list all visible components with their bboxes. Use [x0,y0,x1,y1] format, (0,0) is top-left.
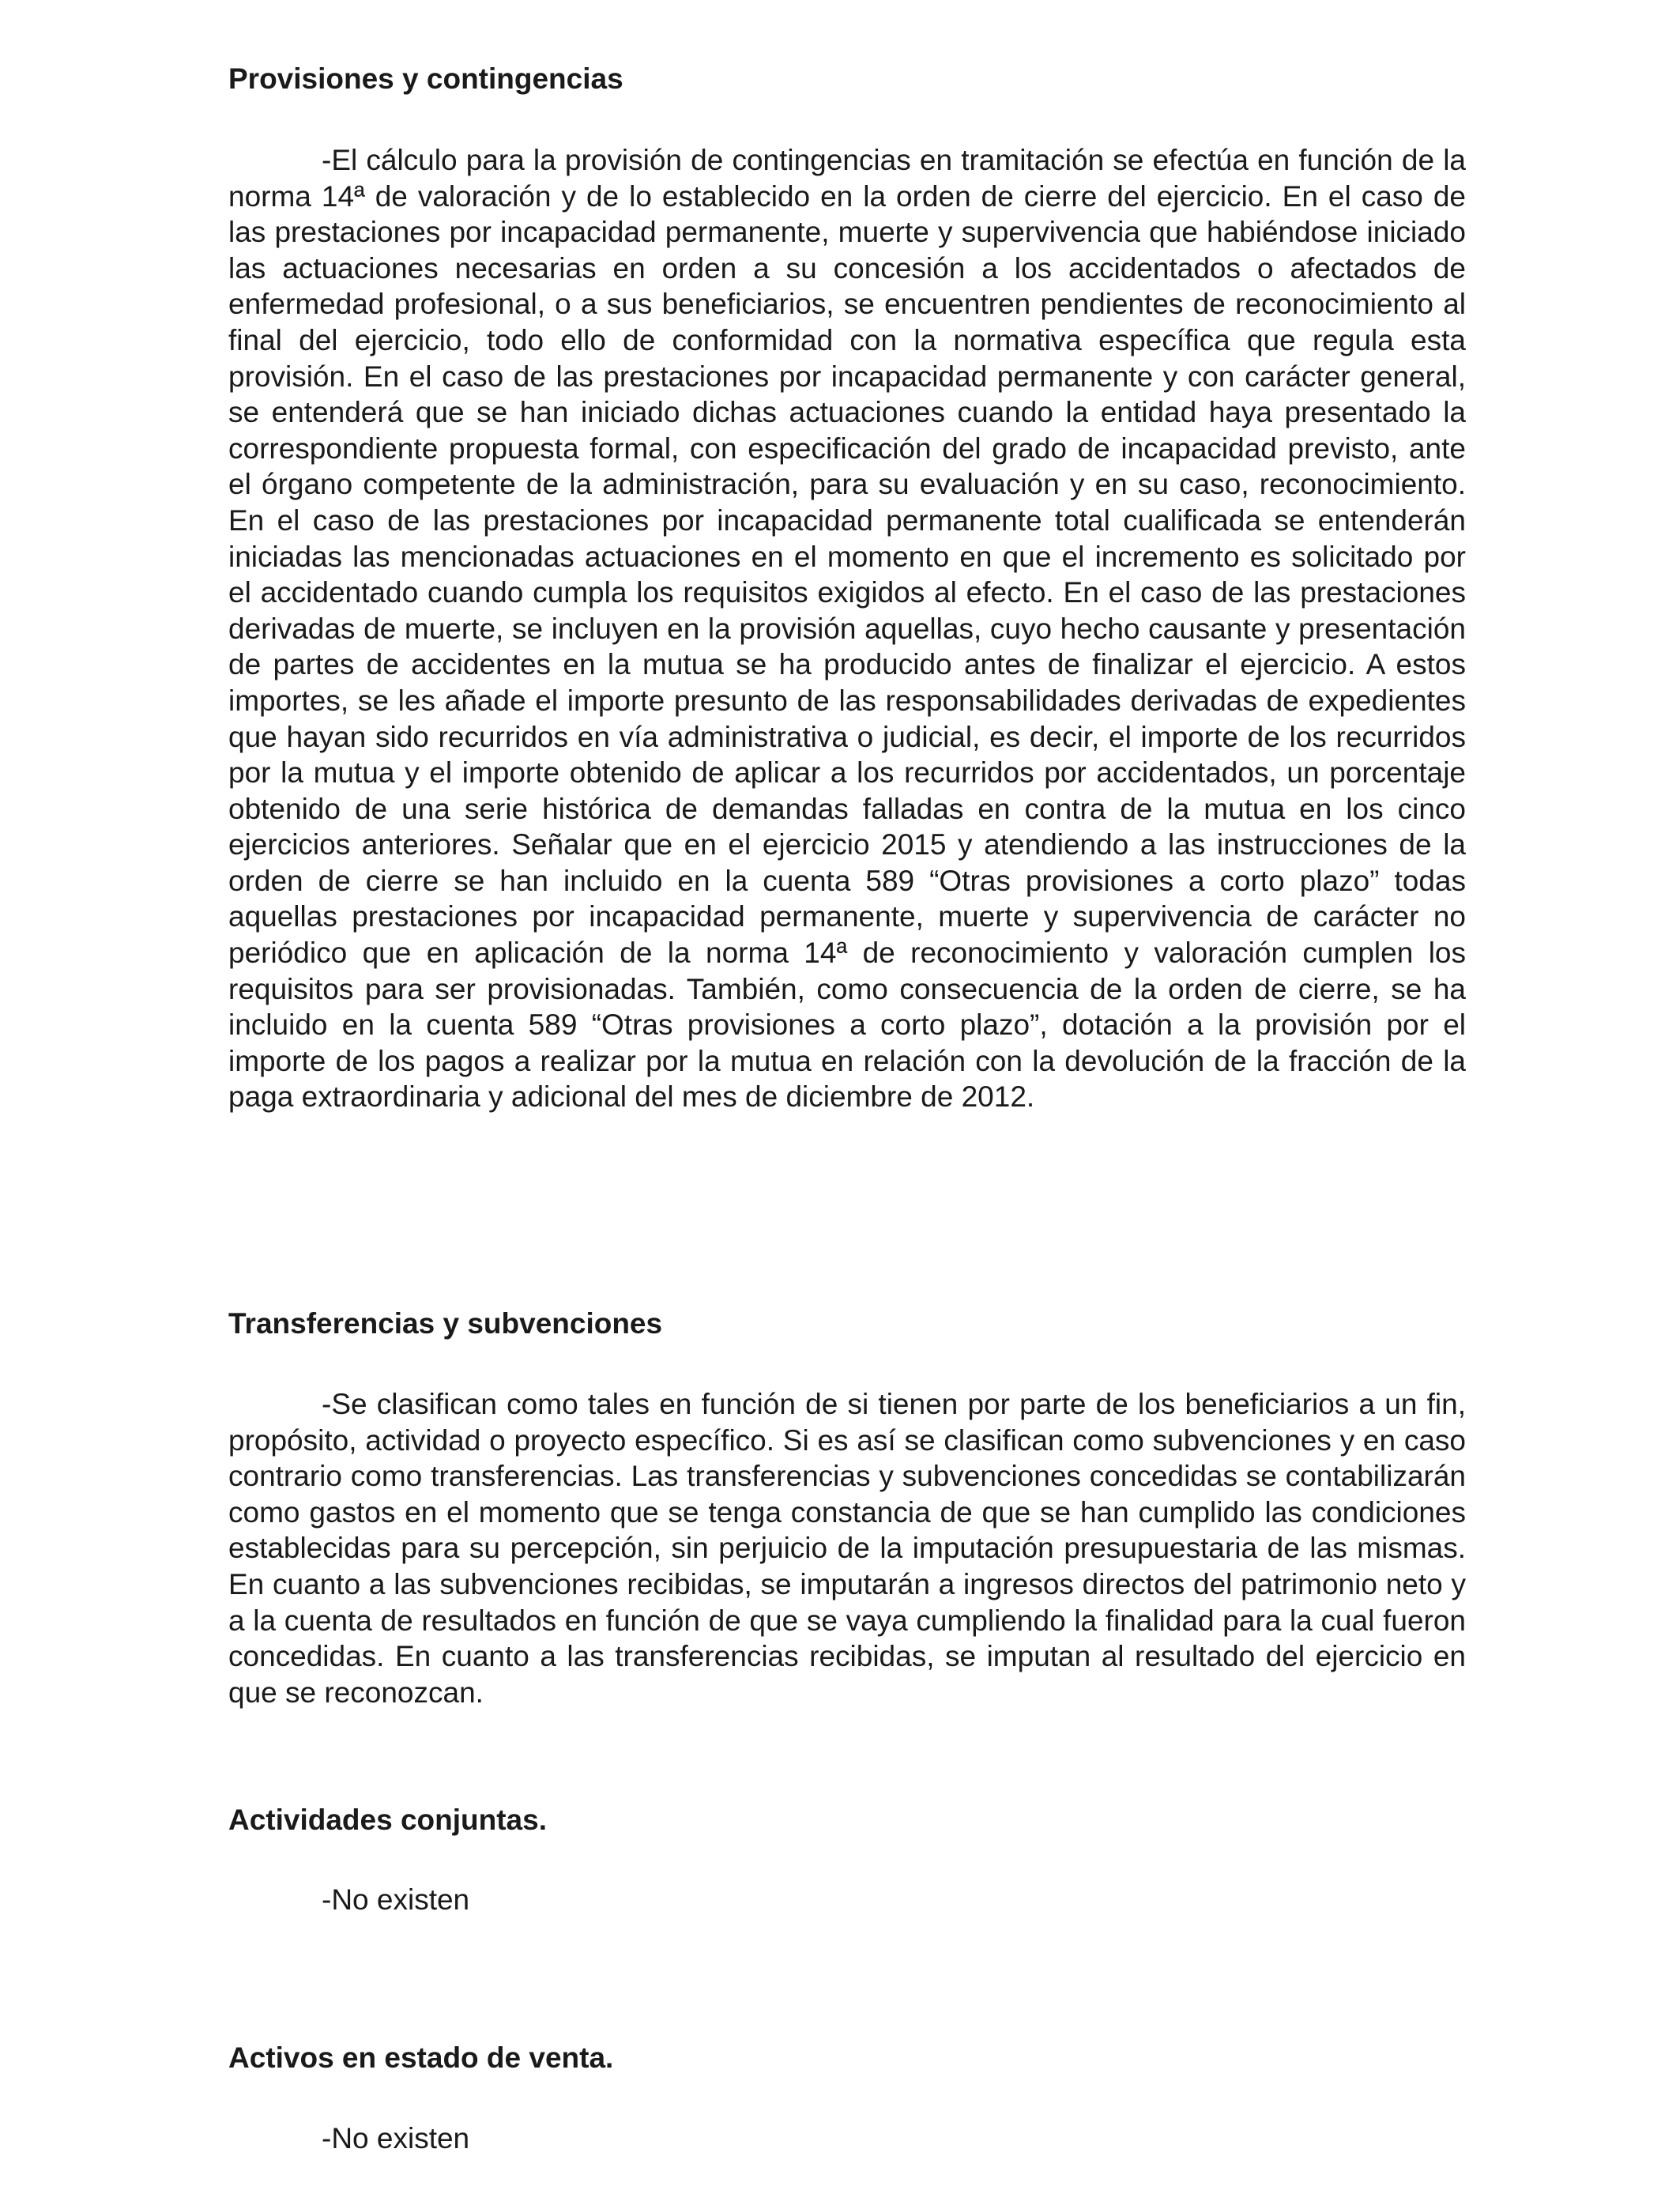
section-heading: Provisiones y contingencias [228,62,623,95]
section-paragraph: -Se clasifican como tales en función de si tienen por parte de los beneficiarios a un fin, propósito, actividad o proyecto específico. Si es así se clasifican como subvenciones y en caso contrario como transferencias. Las transferencias y subvenciones concedidas se contabilizarán como gastos en el momento que se tenga constancia de que se han cumplido las condiciones establecidas para su percepción, sin perjuicio de la imputación presupuestaria de las mismas. En cuanto a las subvenciones recibidas, se imputarán a ingresos directos del patrimonio neto y a la cuenta de resultados en función de que se vaya cumpliendo la finalidad para la cual fueron concedidas. En cuanto a las transferencias recibidas, se imputan al resultado del ejercicio en que se reconozcan. [228,1388,1466,1709]
section-provisiones [228,61,1466,97]
section-paragraph: -No existen [322,1883,470,1916]
section-heading: Transferencias y subvenciones [228,1307,663,1340]
section-provisiones-body [228,142,1466,1115]
section-heading: Activos en estado de venta. [228,2041,614,2074]
section-actividades [228,1802,1466,1838]
section-paragraph: -El cálculo para la provisión de contingencias en tramitación se efectúa en función de la norma 14ª de valoración y de lo establecido en la orden de cierre del ejercicio. En el caso de las prestaciones por incapacidad permanente, muerte y supervivencia que habiéndose iniciado las actuaciones necesarias en orden a su concesión a los accidentados o afectados de enfermedad profesional, o a sus beneficiarios, se encuentren pendientes de reconocimiento al final del ejercicio, todo ello de conformidad con la normativa específica que regula esta provisión. En el caso de las prestaciones por incapacidad permanente y con carácter general, se entenderá que se han iniciado dichas actuaciones cuando la entidad haya presentado la correspondiente propuesta formal, con especificación del grado de incapacidad previsto, ante el órgano competente de la administración, para su evaluación y en su caso, reconocimiento. En el caso de las prestaciones por incapacidad permanente total cualificada se entenderán iniciadas las mencionadas actuaciones en el momento en que el incremento es solicitado por el accidentado cuando cumpla los requisitos exigidos al efecto. En el caso de las prestaciones derivadas de muerte, se incluyen en la provisión aquellas, cuyo hecho causante y presentación de partes de accidentes en la mutua se ha producido antes de finalizar el ejercicio. A estos importes, se les añade el importe presunto de las responsabilidades derivadas de expedientes que hayan sido recurridos en vía administrativa o judicial, es decir, el importe de los recurridos por la mutua y el importe obtenido de aplicar a los recurridos por accidentados, un porcentaje obtenido de una serie histórica de demandas falladas en contra de la mutua en los cinco ejercicios anteriores. Señalar que en el ejercicio 2015 y atendiendo a las instrucciones de la orden de cierre se han incluido en la cuenta 589 “Otras provisiones a corto plazo” todas aquellas prestaciones por incapacidad permanente, muerte y supervivencia de carácter no periódico que en aplicación de la norma 14ª de reconocimiento y valoración cumplen los requisitos para ser provisionadas. También, como consecuencia de la orden de cierre, se ha incluido en la cuenta 589 “Otras provisiones a corto plazo”, dotación a la provisión por el importe de los pagos a realizar por la mutua en relación con la devolución de la fracción de la paga extraordinaria y adicional del mes de diciembre de 2012. [228,144,1466,1114]
section-paragraph: -No existen [322,2122,470,2154]
section-actividades-body [228,1882,1466,1918]
section-heading: Actividades conjuntas. [228,1804,547,1836]
section-activos [228,2040,1466,2076]
section-transferencias [228,1306,1466,1342]
section-activos-body [228,2120,1466,2157]
section-transferencias-body [228,1386,1466,1710]
